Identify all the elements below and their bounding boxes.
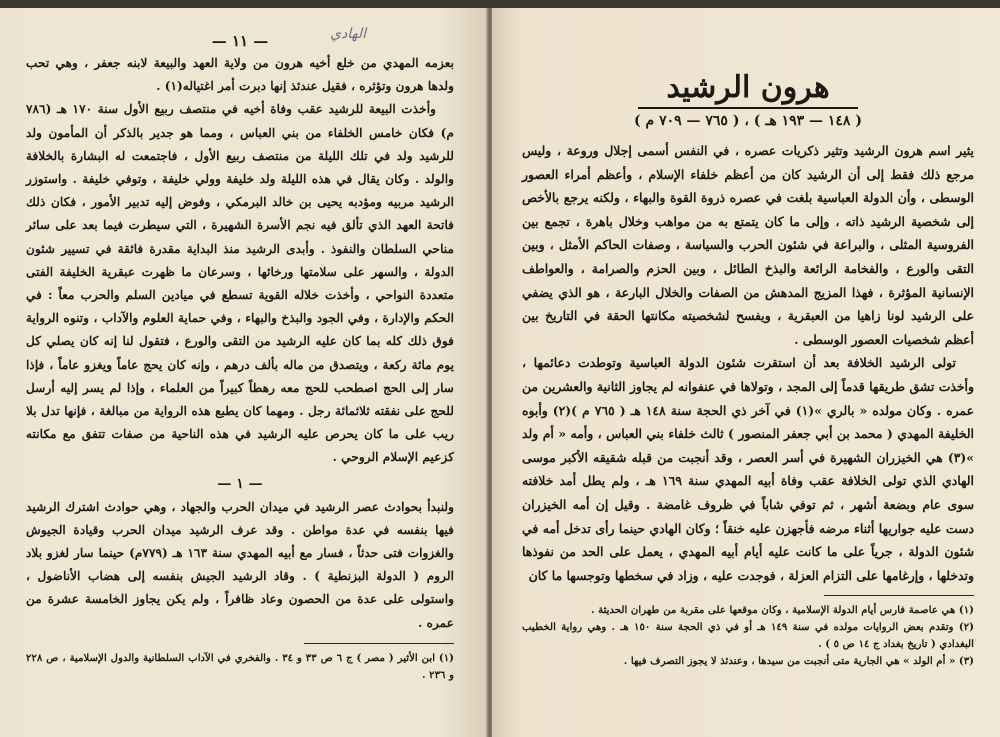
paragraph: بعزمه المهدي من خلع أخيه هرون من ولاية العهد والبيعة لابنه جعفر ، وهي تحب ولدها هرون وتؤثره ، فقيل عندئذ إنها دبرت أمر اغتياله(١) . (26, 56, 454, 94)
left-page (0, 8, 488, 737)
right-page (492, 8, 1000, 737)
footnote: (٣) « أم الولد » هي الجارية متى أنجبت من سيدها ، وعندئذ لا يجوز التصرف فيها . (623, 655, 974, 668)
footnote: (٢) وتقدم بعض الروايات مولده في سنة ١٤٩ هـ أو في ذي الحجة سنة ١٥٠ هـ . وهي رواية الخطيب البغدادي ( تاريخ بغداد ج ١٤ ص ٥ ) . (522, 621, 974, 651)
paragraph: تولى الرشيد الخلافة بعد أن استقرت شئون الدولة العباسية وتوطدت دعائمها ، وأخذت تشق طريقها قدماً إلى المجد ، وتولاها في عنفوانه لم يجاوز الثانية والعشرين من عمره . وكان مولده « بالري »(١) في آخر ذي الحجة سنة ١٤٨ هـ ( ٧٦٥ م )(٢) وأبوه الخليفة المهدي ( محمد بن أبي جعفر المنصور ) ثالث خلفاء بني العباس ، وأمه « أم ولد »(٣) هي الخيزران الشهيرة في أسر العصر ، وقد أنجبت من قبله شقيقه الأكبر موسى الهادي الذي تولى الخلافة عقب وفاة أبيه المهدي سنة ١٦٩ هـ ، ولم يطل أمد خلافته سوى عام وبضعة أشهر ، ثم توفي شاباً في ظروف غامضة . وقيل إن أمه الخيزران دست عليه جواريها أثناء مرضه فأجهزن عليه خنقاً ؛ وكان الهادي حينما رأى تدخل أمه في شئون الدولة ، جرياً على ما كانت عليه أيام أبيه المهدي ، يعمل على الحد من نفوذها وتدخلها ، وإرغامها على التزام العزلة ، فوجدت عليه ، وزاد في سخطها وتوجسها ما كان (522, 355, 974, 583)
book-spread (0, 8, 1000, 737)
footnote: (١) ابن الأثير ( مصر ) ج ٦ ص ٣٣ و ٣٤ . والفخري في الآداب السلطانية والدول الإسلامية ، ص ٢٢٨ و ٢٣٦ . (26, 651, 454, 681)
paragraph: وأخذت البيعة للرشيد عقب وفاة أخيه في منتصف ربيع الأول سنة ١٧٠ هـ (٧٨٦ م) فكان خامس الخلفاء من بني العباس ، ومما هو جدير بالذكر أن المأمون ولد للرشيد ولد في تلك الليلة من منتصف ربيع الأول ، فاجتمعت له البشارة بالخلافة والولد . وكان يقال في هذه الليلة ولد خليفة وولي خليفة ، وتوفي خليفة . واستوزر الرشيد مربيه ومؤدبه يحيى بن خالد البرمكي ، وفوض إليه تدبير الأمور ، فكان ذلك فاتحة العهد الذي تألق فيه نجم الأسرة الشهيرة ، التي سيطرت فيما بعد على سائر مناحي السلطان والنفوذ . وأبدى الرشيد منذ البداية مقدرة فائقة في تسيير شئون الدولة ، والسهر على سلامتها ورخائها ، وسرعان ما ظهرت عبقرية الخليفة الفتى متعددة النواحي ، وأخذت خلاله القوية تسطع في ميادين السلم والحرب معاً : في الحكم والإدارة ، وفي الجود والبذخ والبهاء ، وفي حماية العلوم والآداب ، وتنوه الرواية فوق ذلك كله بما كان عليه الرشيد من التقى والورع ، فتقول لنا إنه كان يصلي كل يوم مائة ركعة ، ويتصدق من ماله بألف درهم ، وإنه كان يحج عاماً ويغزو عاماً ، فإذا سار إلى الحج اصطحب للحج معه رهطاً كبيراً من العلماء ، وإذا لم يسر إليه أرسل للحج على نفقته ثلاثمائة رجل . ومهما كان يطبع هذه الرواية من مبالغة ، فإنها تدل بلا ريب على ما كان يحرص عليه الرشيد في هذه الناحية من صفات تتفق مع مكانته كزعيم الإسلام الروحي . (26, 102, 454, 465)
handwritten-annotation: الهادي (330, 26, 367, 42)
title-underline (638, 107, 858, 109)
footnote: (١) هي عاصمة فارس أيام الدولة الإسلامية ، وكان موقعها على مقربة من طهران الحديثة . (591, 604, 974, 617)
footnote-divider (304, 643, 454, 644)
section-number: — ١ — (217, 475, 263, 492)
footnote-divider (824, 595, 974, 596)
paragraph: يثير اسم هرون الرشيد وتثير ذكريات عصره ، في النفس أسمى إجلال وروعة ، وليس مرجع ذلك فقط إلى أن الرشيد كان من أعظم خلفاء الإسلام ، وأعظم أمراء العصور الوسطى ، وأن الدولة العباسية بلغت في عصره ذروة القوة والبهاء ، ولكنه يرجع بالأخص إلى شخصية الرشيد ذاته ، وإلى ما كان يتمتع به من مواهب وخلال باهرة ، تجمع بين الفروسية المثلى ، والبراعة في شئون الحرب والسياسة ، وصفات الحاكم الأمثل ، وبين التقى والورع ، والفخامة الرائعة والبذخ الطائل ، وبين الحزم والصرامة ، والعواطف الإنسانية المؤثرة ، فهذا المزيج المدهش من الصفات والخلال البارعة ، هو الذي يضفي على الرشيد لونا زاهيا من العبقرية ، ويفسح لشخصيته مكانتها الحقة في التاريخ بين أعظم شخصيات العصور الوسطى . (522, 143, 974, 347)
paragraph: ولنبدأ بحوادث عصر الرشيد في ميدان الحرب والجهاد ، وهي حوادث اشترك الرشيد فيها بنفسه في عدة مواطن . وقد عرف الرشيد ميدان الحرب وقيادة الجيوش والغزوات فتى حدثاً ، فسار مع أبيه المهدي سنة ١٦٣ هـ (٧٧٩م) حينما سار لغزو بلاد الروم ( الدولة البزنطية ) . وقاد الرشيد الجيش بنفسه إلى هضاب الأناضول ، واستولى على عدة من الحصون وعاد ظافراً ، ولم يكن يجاوز الخامسة عشرة من عمره . (26, 499, 454, 630)
chapter-dates: ( ١٤٨ — ١٩٣ هـ ) ، ( ٧٦٥ — ٧٠٩ م ) (634, 113, 862, 129)
chapter-title: هرون الرشيد (666, 70, 830, 105)
page-number: — ١١ — (211, 32, 269, 50)
